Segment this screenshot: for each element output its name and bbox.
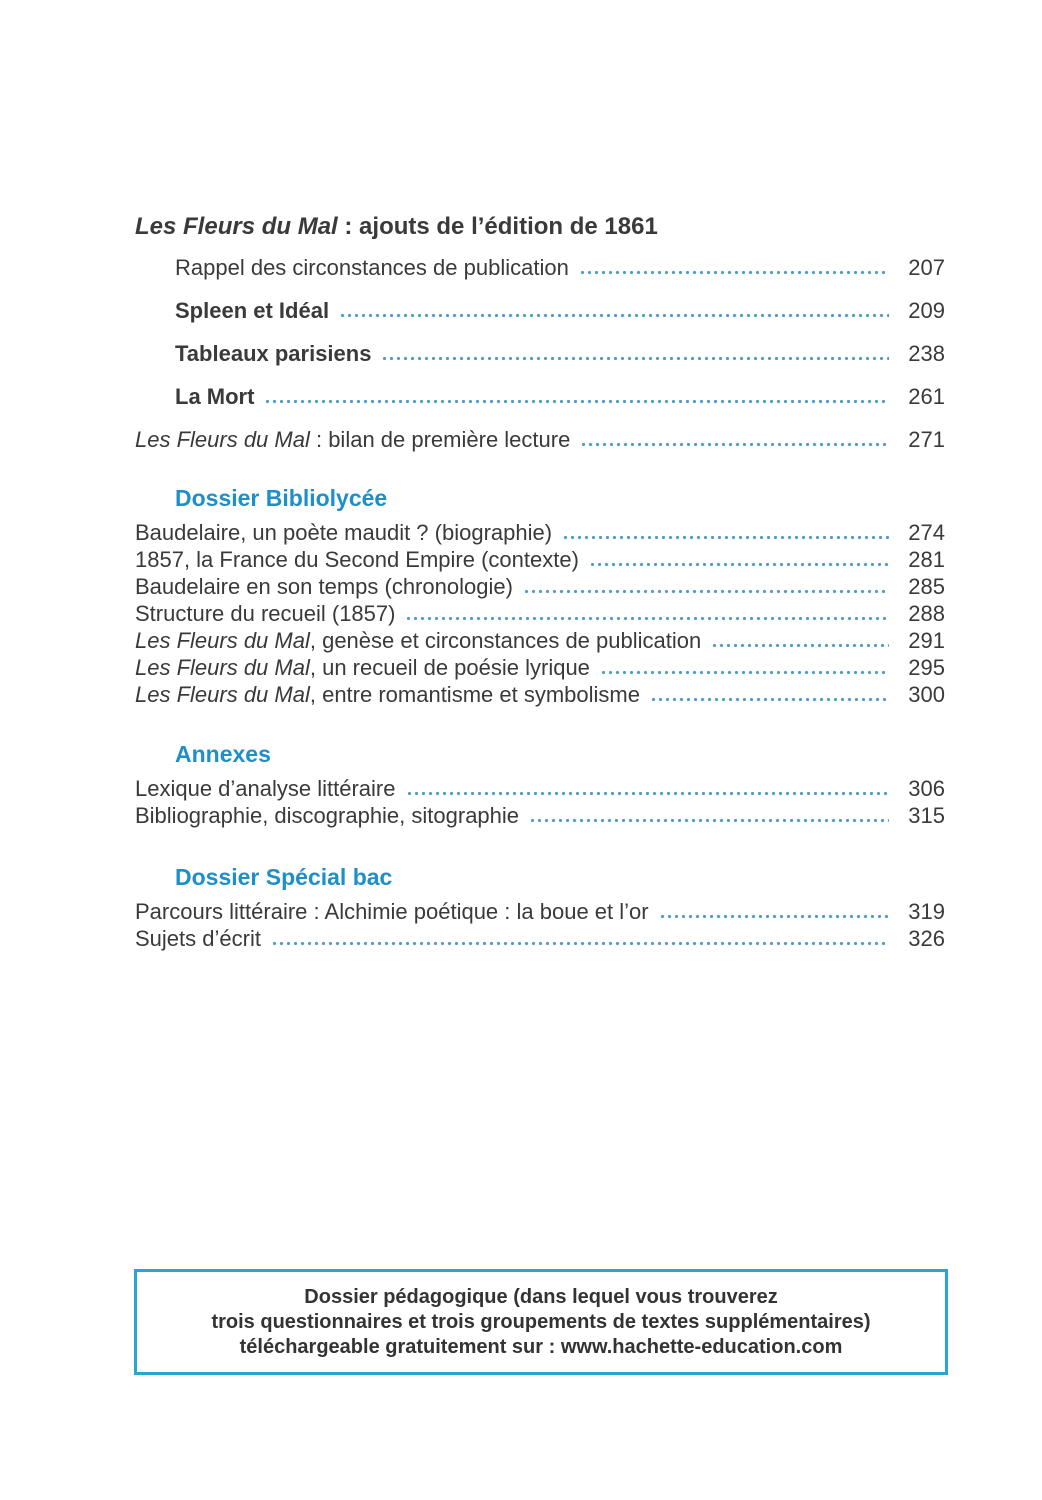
- dot-leader: [659, 914, 889, 919]
- toc-entry-page: 300: [908, 682, 945, 707]
- pedagogical-dossier-line-3: téléchargeable gratuitement sur : www.hachette-education.com: [239, 1335, 843, 1358]
- toc-entry-label: Tableaux parisiens: [175, 341, 372, 366]
- toc-entry: [175, 332, 945, 375]
- toc-entry: [135, 925, 945, 952]
- toc-entry-page: 291: [908, 628, 945, 653]
- toc-entry: [175, 375, 945, 418]
- toc-entry-label: Sujets d’écrit: [135, 926, 261, 951]
- toc-entry-page: 281: [908, 547, 945, 572]
- section-heading-rest-part: : ajouts de l’édition de 1861: [337, 213, 658, 240]
- toc-entry-label: Bibliographie, discographie, sitographie: [135, 803, 520, 828]
- dot-leader: [562, 535, 889, 540]
- dot-leader: [711, 643, 889, 648]
- toc-entry-page: 261: [908, 384, 945, 409]
- toc-entry-label: [135, 654, 590, 681]
- toc-entry: [135, 573, 945, 600]
- toc-entry-label: Parcours littéraire : Alchimie poétique : la boue et l’or: [135, 899, 649, 924]
- toc-entry-label-rest: : bilan de première lecture: [309, 427, 571, 452]
- toc-entry-page: 207: [908, 255, 945, 280]
- toc-entry: [135, 681, 945, 708]
- toc-entry-page: 306: [908, 776, 945, 801]
- toc-entry: [135, 654, 945, 681]
- toc-entry-page: 326: [908, 926, 945, 951]
- dot-leader: [271, 941, 889, 946]
- toc-entry-label: Baudelaire, un poète maudit ? (biographie): [135, 520, 553, 545]
- toc-entry-label: [135, 627, 701, 654]
- dot-leader: [580, 442, 889, 447]
- toc-entry: [135, 600, 945, 627]
- dot-leader: [523, 589, 889, 594]
- toc-entry-page: 288: [908, 601, 945, 626]
- toc-entry-label-italic: Les Fleurs du Mal: [135, 655, 310, 680]
- toc-entry-label: 1857, la France du Second Empire (contexte): [135, 547, 579, 572]
- pedagogical-dossier-line-2: trois questionnaires et trois groupements de textes supplémentaires): [211, 1310, 871, 1333]
- toc-entry: [135, 802, 945, 829]
- toc-entry: [135, 627, 945, 654]
- dot-leader: [529, 818, 889, 823]
- toc-entry: [135, 898, 945, 925]
- section-annexes: [135, 739, 945, 829]
- toc-entry-page: 238: [908, 341, 945, 366]
- toc-entry: [175, 246, 945, 289]
- dot-leader: [579, 270, 889, 275]
- dot-leader: [381, 356, 889, 361]
- toc-entry-label: [135, 418, 570, 461]
- toc-entry-label: Structure du recueil (1857): [135, 601, 396, 626]
- pedagogical-dossier-box: [134, 1269, 948, 1375]
- table-of-contents: [135, 212, 945, 952]
- toc-entry-label: Rappel des circonstances de publication: [175, 255, 569, 280]
- section-dossier-bibliolycee: [135, 483, 945, 708]
- toc-entry-list: [135, 898, 945, 952]
- toc-entry-label: Lexique d’analyse littéraire: [135, 776, 396, 801]
- toc-entry-page: 274: [908, 520, 945, 545]
- dot-leader: [339, 313, 889, 318]
- section-heading-bibliolycee: Dossier Bibliolycée: [175, 485, 388, 511]
- toc-entry-label-rest: , un recueil de poésie lyrique: [309, 655, 590, 680]
- toc-entry-label: La Mort: [175, 384, 255, 409]
- toc-entry-label-italic: Les Fleurs du Mal: [135, 427, 310, 452]
- dot-leader: [264, 399, 889, 404]
- toc-entry-list: [135, 775, 945, 829]
- toc-entry: [175, 289, 945, 332]
- toc-entry-page: 271: [908, 427, 945, 452]
- toc-entry-list: [135, 519, 945, 708]
- toc-entry-page: 315: [908, 803, 945, 828]
- section-heading-italic-part: Les Fleurs du Mal: [135, 213, 338, 240]
- dot-leader: [600, 670, 889, 675]
- section-heading-special-bac: Dossier Spécial bac: [175, 864, 393, 890]
- toc-entry-label-rest: , genèse et circonstances de publication: [309, 628, 702, 653]
- toc-entry-page: 209: [908, 298, 945, 323]
- pedagogical-dossier-line-1: Dossier pédagogique (dans lequel vous trouverez: [304, 1285, 778, 1308]
- toc-entry: [135, 418, 945, 461]
- toc-entry-label: [135, 681, 640, 708]
- section-dossier-special-bac: [135, 862, 945, 952]
- toc-entry: [135, 546, 945, 573]
- section-heading-edition-1861: [135, 212, 945, 242]
- dot-leader: [405, 616, 889, 621]
- section-edition-1861: [135, 212, 945, 461]
- toc-entry-page: 319: [908, 899, 945, 924]
- toc-entry-page: 295: [908, 655, 945, 680]
- toc-entry-page: 285: [908, 574, 945, 599]
- toc-entry: [135, 519, 945, 546]
- toc-entry-label: Baudelaire en son temps (chronologie): [135, 574, 513, 599]
- dot-leader: [406, 791, 890, 796]
- toc-entry: [135, 775, 945, 802]
- toc-entry-list: [135, 246, 945, 461]
- toc-entry-label-rest: , entre romantisme et symbolisme: [309, 682, 640, 707]
- dot-leader: [650, 697, 889, 702]
- toc-entry-label: Spleen et Idéal: [175, 298, 330, 323]
- toc-entry-label-italic: Les Fleurs du Mal: [135, 628, 310, 653]
- section-heading-annexes: Annexes: [175, 741, 271, 767]
- dot-leader: [589, 562, 889, 567]
- toc-entry-label-italic: Les Fleurs du Mal: [135, 682, 310, 707]
